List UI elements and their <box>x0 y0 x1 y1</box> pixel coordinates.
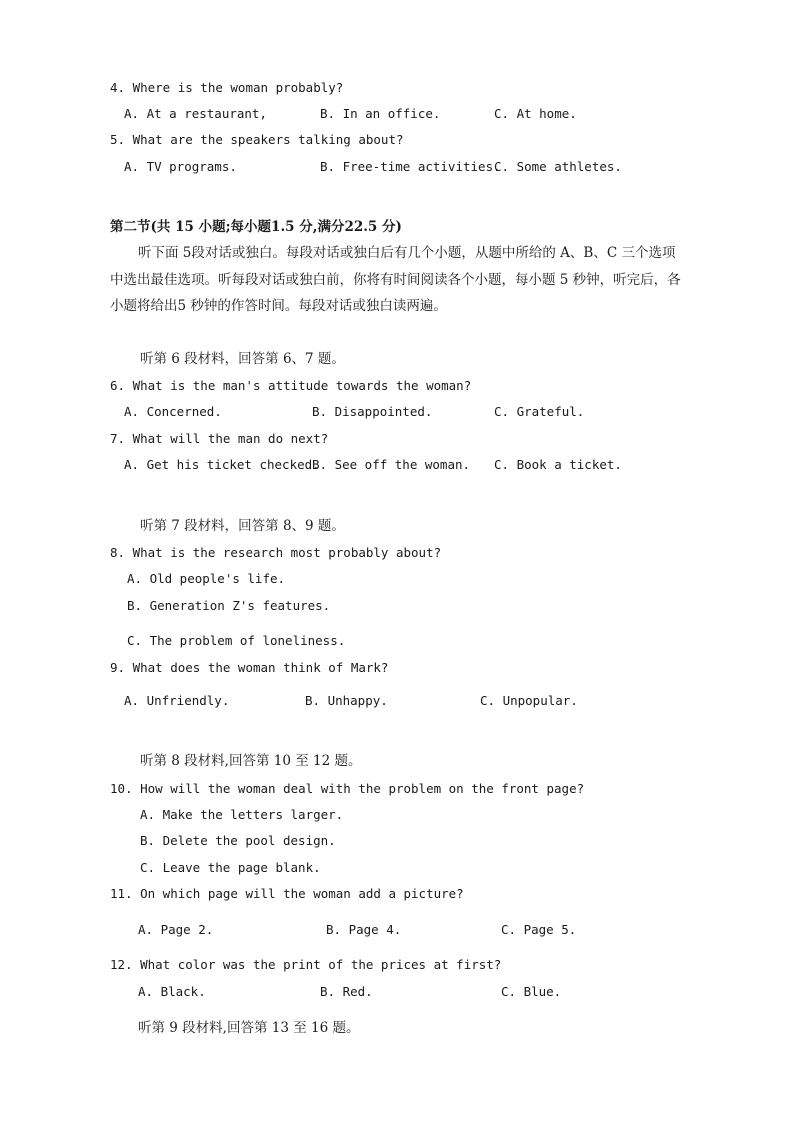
question-11-option-a[interactable]: A. Page 2. <box>138 922 214 937</box>
question-10-option-c[interactable]: C. Leave the page blank. <box>140 860 321 875</box>
question-4-option-a[interactable]: A. At a restaurant, <box>124 106 267 121</box>
question-6-option-b[interactable]: B. Disappointed. <box>312 404 433 419</box>
question-7-stem: 7. What will the man do next? <box>110 431 329 446</box>
question-12-option-b[interactable]: B. Red. <box>320 984 373 999</box>
question-6-option-a[interactable]: A. Concerned. <box>124 404 222 419</box>
question-6-option-c[interactable]: C. Grateful. <box>494 404 585 419</box>
question-11-option-b[interactable]: B. Page 4. <box>326 922 402 937</box>
question-5-option-a[interactable]: A. TV programs. <box>124 159 237 174</box>
material-7-heading: 听第 7 段材料，回答第 8、9 题。 <box>140 518 345 534</box>
question-8-option-a[interactable]: A. Old people's life. <box>127 571 286 586</box>
question-8-option-c[interactable]: C. The problem of loneliness. <box>127 633 346 648</box>
question-10-stem: 10. How will the woman deal with the problem on the front page? <box>110 781 585 796</box>
question-9-option-b[interactable]: B. Unhappy. <box>305 693 388 708</box>
question-7-option-b[interactable]: B. See off the woman. <box>312 457 471 472</box>
material-9-heading: 听第 9 段材料,回答第 13 至 16 题。 <box>138 1020 360 1036</box>
question-7-option-c[interactable]: C. Book a ticket. <box>494 457 622 472</box>
question-12-option-c[interactable]: C. Blue. <box>501 984 562 999</box>
question-10-option-b[interactable]: B. Delete the pool design. <box>140 833 336 848</box>
question-8-stem: 8. What is the research most probably about? <box>110 545 442 560</box>
section-2-instructions: 听下面 5段对话或独白。每段对话或独白后有几个小题，从题中所给的 A、B、C 三个选项中选出最佳选项。听每段对话或独白前，你将有时间阅读各个小题，每小题 5 秒钟，听完后，各小题将给出5 秒钟的作答时间。每段对话或独白读两遍。 <box>110 245 681 314</box>
section-2-heading: 第二节(共 15 小题;每小题1.5 分,满分22.5 分) <box>110 219 402 235</box>
question-9-stem: 9. What does the woman think of Mark? <box>110 660 389 675</box>
question-12-option-a[interactable]: A. Black. <box>138 984 206 999</box>
question-4-option-c[interactable]: C. At home. <box>494 106 577 121</box>
material-8-heading: 听第 8 段材料,回答第 10 至 12 题。 <box>140 753 362 769</box>
question-11-stem: 11. On which page will the woman add a picture? <box>110 886 464 901</box>
material-6-heading: 听第 6 段材料，回答第 6、7 题。 <box>140 351 345 367</box>
question-5-option-c[interactable]: C. Some athletes. <box>494 159 622 174</box>
question-11-option-c[interactable]: C. Page 5. <box>501 922 577 937</box>
question-5-option-b[interactable]: B. Free-time activities. <box>320 159 501 174</box>
question-5-stem: 5. What are the speakers talking about? <box>110 132 404 147</box>
question-4-option-b[interactable]: B. In an office. <box>320 106 441 121</box>
question-9-option-a[interactable]: A. Unfriendly. <box>124 693 230 708</box>
question-10-option-a[interactable]: A. Make the letters larger. <box>140 807 344 822</box>
question-8-option-b[interactable]: B. Generation Z's features. <box>127 598 331 613</box>
question-7-option-a[interactable]: A. Get his ticket checked. <box>124 457 320 472</box>
question-6-stem: 6. What is the man's attitude towards the woman? <box>110 378 472 393</box>
question-12-stem: 12. What color was the print of the prices at first? <box>110 957 502 972</box>
question-4-stem: 4. Where is the woman probably? <box>110 80 344 95</box>
question-9-option-c[interactable]: C. Unpopular. <box>480 693 578 708</box>
